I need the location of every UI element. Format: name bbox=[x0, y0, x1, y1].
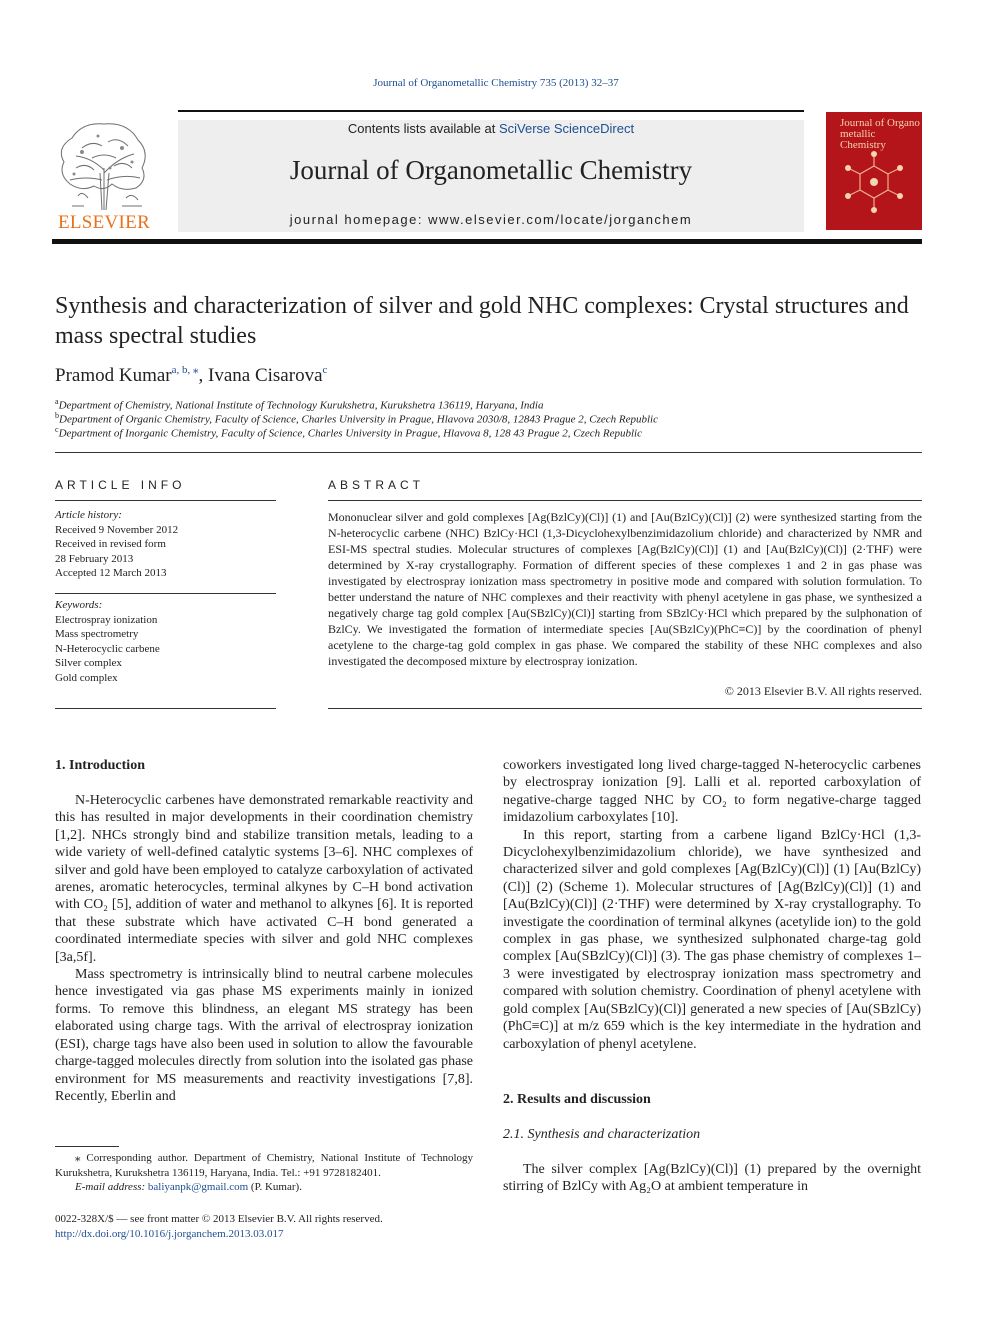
history-item: 28 February 2013 bbox=[55, 552, 134, 565]
body-paragraph: In this report, starting from a carbene ligand BzlCy·HCl (1,3-Dicyclohexylbenzimidazolium chloride), we have synthesized and characterized silver and gold complexes [Ag(BzlCy)(Cl)] (1) [Au(BzlCy)(Cl)] (2) (Scheme 1). Molecular structures of [Ag(BzlCy)(Cl)] (1) and [Au(BzlCy)(Cl)] (2·THF) were determined by X-ray crystallography. To investigate the coordination of terminal alkynes (acetylide ion) to the gold complex in gas phase, we synthesized sulphonated charge-tag gold complex [Au(SBzlCy)(Cl)] (3). The gas phase chemistry of complexes 1–3 were investigated by electrospray ionization mass spectrometry and compared with solution chemistry. Coordination of phenyl acetylene with gold complex [Au(SBzlCy)(Cl)] generated a new species of [Au(SBzlCy)(PhC≡C)] at m/z 659 which is the key intermediate in the hydration and carboxylation of phenyl acetylene. bbox=[503, 827, 921, 1052]
body-paragraph: N-Heterocyclic carbenes have demonstrated remarkable reactivity and this has resulted in major developments in their coordination chemistry [1,2]. NHCs strongly bind and stabilize transition metals, leading to a wide variety of well-defined catalytic systems [3–6]. NHC complexes of silver and gold have been employed to catalyze carboxylation of activated arenes, aromatic heterocycles, terminal alkynes by C–H bond activation with CO₂ [5], addition of water and methanol to alkynes [6]. It is reported that these substrate which have activated C–H bond generated a coordinated intermediate species with silver and gold NHC complexes [3a,5f]. bbox=[55, 793, 473, 965]
footnote-rule bbox=[55, 1146, 119, 1147]
header-bottom-rule bbox=[52, 239, 922, 244]
email-line: E-mail address: baliyanpk@gmail.com (P. Kumar). bbox=[75, 1181, 302, 1193]
article-history bbox=[55, 508, 276, 581]
abstract-top-rule bbox=[328, 500, 922, 501]
keywords-label: Keywords: bbox=[55, 599, 103, 611]
history-item: Received 9 November 2012 bbox=[55, 523, 179, 536]
author-affiliation-marks[interactable]: a, b, ⁎ bbox=[171, 364, 199, 376]
journal-cover-image[interactable] bbox=[826, 112, 922, 230]
history-item: Received in revised form bbox=[55, 538, 166, 550]
author-email-link[interactable]: baliyanpk@gmail.com bbox=[147, 1181, 249, 1193]
history-label: Article history: bbox=[55, 509, 122, 521]
keyword[interactable]: Silver complex bbox=[55, 657, 122, 669]
introduction-heading: 1. Introduction bbox=[55, 758, 145, 773]
abstract-bottom-rule bbox=[328, 708, 922, 709]
body-paragraph: The silver complex [Ag(BzlCy)(Cl)] (1) prepared by the overnight stirring of BzlCy with Ag₂O at ambient temperature in bbox=[503, 1162, 921, 1195]
author-list: Pramod Kumar$^{a, b, ⁎}$, Ivana Cisarova$^c$ bbox=[55, 364, 328, 386]
keywords-rule bbox=[55, 593, 276, 594]
journal-title[interactable]: Journal of Organometallic Chemistry bbox=[289, 155, 693, 185]
elsevier-logo[interactable] bbox=[52, 118, 156, 234]
keyword[interactable]: Gold complex bbox=[55, 671, 118, 684]
subsection-heading: 2.1. Synthesis and characterization bbox=[503, 1127, 701, 1142]
article-info-rule bbox=[55, 500, 276, 501]
body-paragraph: coworkers investigated long lived charge-tagged N-heterocyclic carbenes by electrospray ionization [9]. Lalli et al. reported carboxylation of negative-charge tagged NHC by CO₂ to form negative-charge tagged imidazolium carboxylates [10]. bbox=[503, 758, 921, 826]
section-divider bbox=[55, 452, 922, 453]
journal-citation-link[interactable]: Journal of Organometallic Chemistry 735 (2013) 32–37 bbox=[373, 77, 619, 89]
article-title: Synthesis and characterization of silver and gold NHC complexes: Crystal structures and mass spectral studies bbox=[55, 293, 909, 349]
header-top-rule bbox=[178, 110, 804, 112]
abstract-heading: ABSTRACT bbox=[328, 478, 425, 492]
left-column-text bbox=[55, 792, 473, 1105]
history-item: Accepted 12 March 2013 bbox=[55, 567, 167, 579]
body-paragraph: Mass spectrometry is intrinsically blind to neutral carbene molecules hence investigated via gas phase MS experiments mainly in ionized forms. To remove this blindness, an elegant MS strategy has been elaborated using charge tags. With the arrival of electrospray ionization (ESI), charge tags have also been used in solution to allow the favourable charge-tagged molecules directly from solution into the isolated gas phase environment for MS measurements and reactivity investigations [7,8]. Recently, Eberlin and bbox=[55, 967, 473, 1104]
author-name[interactable]: Ivana Cisarova bbox=[208, 365, 323, 386]
article-info-bottom-rule bbox=[55, 708, 276, 709]
keywords-list bbox=[55, 598, 276, 685]
affiliation: $^c$Department of Inorganic Chemistry, Faculty of Science, Charles University in Prague, Hlavova 8, 128 43 Prague 2, Czech Republic bbox=[55, 425, 642, 440]
affiliation: $^a$Department of Chemistry, National Institute of Technology Kurukshetra, Kurukshetra 136119, Haryana, India bbox=[55, 397, 544, 412]
results-heading: 2. Results and discussion bbox=[503, 1092, 651, 1107]
journal-homepage-link[interactable]: journal homepage: www.elsevier.com/locate/jorganchem bbox=[289, 212, 693, 227]
contents-line: Contents lists available at SciVerse ScienceDirect bbox=[347, 121, 635, 136]
article-info-heading: ARTICLE INFO bbox=[55, 478, 186, 492]
corresponding-author-footnote bbox=[55, 1151, 473, 1195]
doi-link[interactable]: http://dx.doi.org/10.1016/j.jorganchem.2013.03.017 bbox=[55, 1227, 284, 1240]
author-affiliation-marks[interactable]: c bbox=[322, 364, 328, 376]
cover-title: Journal of Organo metallic Chemistry bbox=[840, 117, 920, 151]
keyword[interactable]: Mass spectrometry bbox=[55, 628, 139, 640]
sciencedirect-link[interactable]: SciVerse ScienceDirect bbox=[498, 121, 635, 136]
abstract-copyright: © 2013 Elsevier B.V. All rights reserved. bbox=[724, 684, 922, 698]
author-name[interactable]: Pramod Kumar bbox=[55, 365, 172, 386]
front-matter bbox=[55, 1212, 383, 1241]
corresponding-author-note: ⁎ Corresponding author. Department of Chemistry, National Institute of Technology Kurukshetra, Kurukshetra 136119, Haryana, India. Tel.: +91 9728182401. bbox=[55, 1152, 473, 1179]
abstract-text: Mononuclear silver and gold complexes [Ag(BzlCy)(Cl)] (1) and [Au(BzlCy)(Cl)] (2) were synthesized starting from the N-heterocyclic carbene (NHC) BzlCy·HCl (1,3-Dicyclohexylbenzimidazolium chloride) and characterized by NMR and ESI-MS spectral studies. Molecular structures of complexes [Ag(BzlCy)(Cl)] (1) and [Au(BzlCy)(Cl)] (2·THF) were determined by X-ray crystallography. Formation of different species of these complexes 1 and 2 in gas phase was investigated by electrospray ionization mass spectrometry in positive mode and compared with solution formulation. To better understand the nature of NHC complexes and their reactivity with phenyl acetylene in gas phase, we synthesized a negatively charge tag gold complex [Au(SBzlCy)(Cl)] starting from SBzlCy·HCl which prepared by the sulphonation of BzlCy. We investigated the formation of intermediate species [Au(SBzlCy)(PhC≡C)] by the coordination of phenyl acetylene to the charge-tag gold complex in gas phase. We compared the stability of these NHC complexes and also investigated the decomposed mixture by electrospray ionization. bbox=[328, 510, 922, 668]
cover-molecule-icon bbox=[826, 112, 922, 230]
issn-line: 0022-328X/$ — see front matter © 2013 Elsevier B.V. All rights reserved. bbox=[55, 1213, 383, 1225]
elsevier-wordmark: ELSEVIER bbox=[57, 212, 151, 233]
affiliation: $^b$Department of Organic Chemistry, Faculty of Science, Charles University in Prague, Hlavova 2030/8, 12843 Prague 2, Czech Republic bbox=[55, 411, 658, 426]
right-column-continued bbox=[503, 1161, 921, 1196]
keyword[interactable]: N-Heterocyclic carbene bbox=[55, 642, 160, 655]
elsevier-tree-icon bbox=[52, 118, 156, 212]
right-column-text bbox=[503, 757, 921, 1053]
keyword[interactable]: Electrospray ionization bbox=[55, 613, 158, 626]
